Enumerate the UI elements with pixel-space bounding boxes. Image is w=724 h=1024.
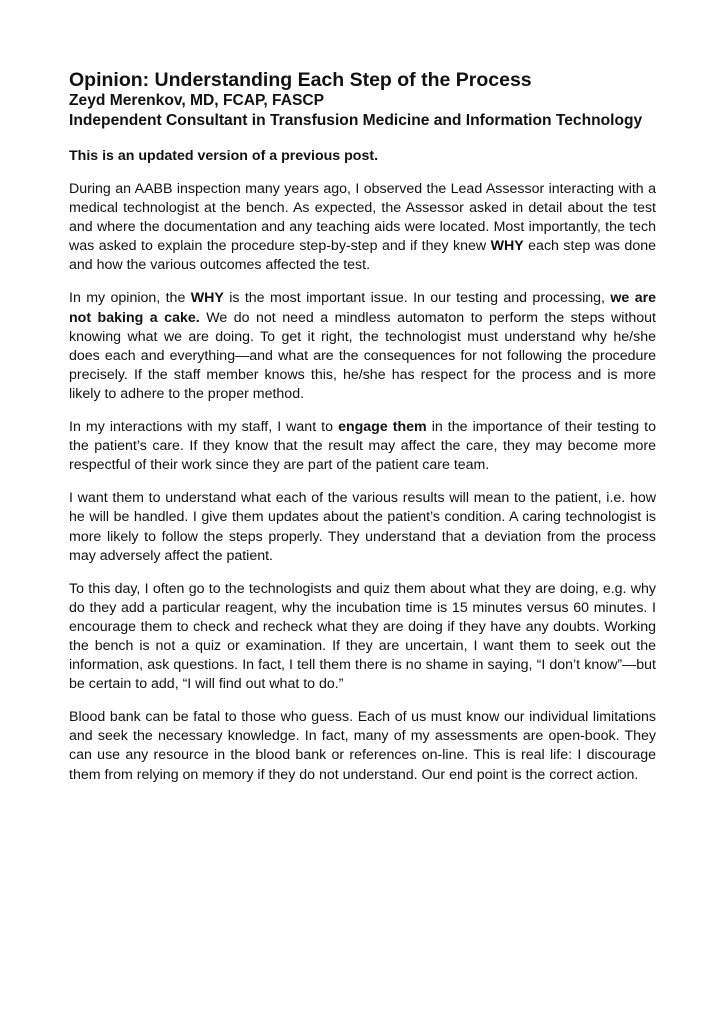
emphasis-text: we are not baking a cake.: [69, 290, 656, 326]
paragraph-text: To this day, I often go to the technologists and quiz them about what they are doing, e.g. why do they add a particular reagent, why the incubation time is 15 minutes versus 60 minutes. I encourage them to check and recheck what they are doing if they have any doubts. Working the bench is not a quiz or examination. If they are uncertain, I want them to seek out the information, ask questions. In fact, I tell them there is no shame in saying, “I don’t know”—but be certain to add, “I will find out what to do.”: [69, 580, 656, 693]
paragraph-quiz: [69, 580, 656, 695]
paragraph-engage: [69, 418, 656, 475]
author-affiliation: Independent Consultant in Transfusion Medicine and Information Technology: [69, 112, 643, 129]
document-title: Opinion: Understanding Each Step of the Process: [69, 69, 532, 91]
paragraph-text: in the importance of their testing to the patient’s care. If they know that the result may affect the care, they may become more respectful of their work since they are part of the patient care team.: [69, 419, 656, 474]
emphasis-text: WHY: [490, 238, 524, 255]
emphasis-text: WHY: [190, 290, 224, 307]
paragraph-why: [69, 289, 656, 404]
paragraph-text: In my opinion, the: [69, 290, 191, 307]
paragraph-text: We do not need a mindless automaton to perform the steps without knowing what we are doing. To get it right, the technologist must understand why he/she does each and everything—and what are the consequences for not following the procedure precisely. If the staff member knows this, he/she has respect for the process and is more likely to adhere to the proper method.: [69, 309, 657, 402]
paragraph-text: each step was done and how the various outcomes affected the test.: [69, 238, 656, 274]
paragraph-results: [69, 489, 656, 565]
emphasis-text: engage them: [338, 419, 427, 436]
document-page: [69, 69, 656, 785]
update-note: This is an updated version of a previous post.: [69, 148, 379, 164]
paragraph-text: In my interactions with my staff, I want to: [69, 419, 339, 436]
paragraph-text: I want them to understand what each of the various results will mean to the patient, i.e. how he will be handled. I give them updates about the patient’s condition. A caring technologist is more likely to follow the steps properly. They understand that a deviation from the process may adversely affect the patient.: [69, 490, 656, 564]
paragraph-inspection: [69, 180, 656, 275]
paragraph-text: is the most important issue. In our testing and processing,: [223, 290, 611, 307]
author-name: Zeyd Merenkov, MD, FCAP, FASCP: [69, 92, 325, 109]
paragraph-text: Blood bank can be fatal to those who guess. Each of us must know our individual limitations and seek the necessary knowledge. In fact, many of my assessments are open-book. They can use any resource in the blood bank or references on-line. This is real life: I discourage them from relying on memory if they do not understand. Our end point is the correct action.: [69, 709, 656, 783]
paragraph-text: During an AABB inspection many years ago, I observed the Lead Assessor interacting with a medical technologist at the bench. As expected, the Assessor asked in detail about the test and where the documentation and any teaching aids were located. Most importantly, the tech was asked to explain the procedure step-by-step and if they knew: [69, 181, 656, 255]
paragraph-blood-bank: [69, 708, 656, 784]
